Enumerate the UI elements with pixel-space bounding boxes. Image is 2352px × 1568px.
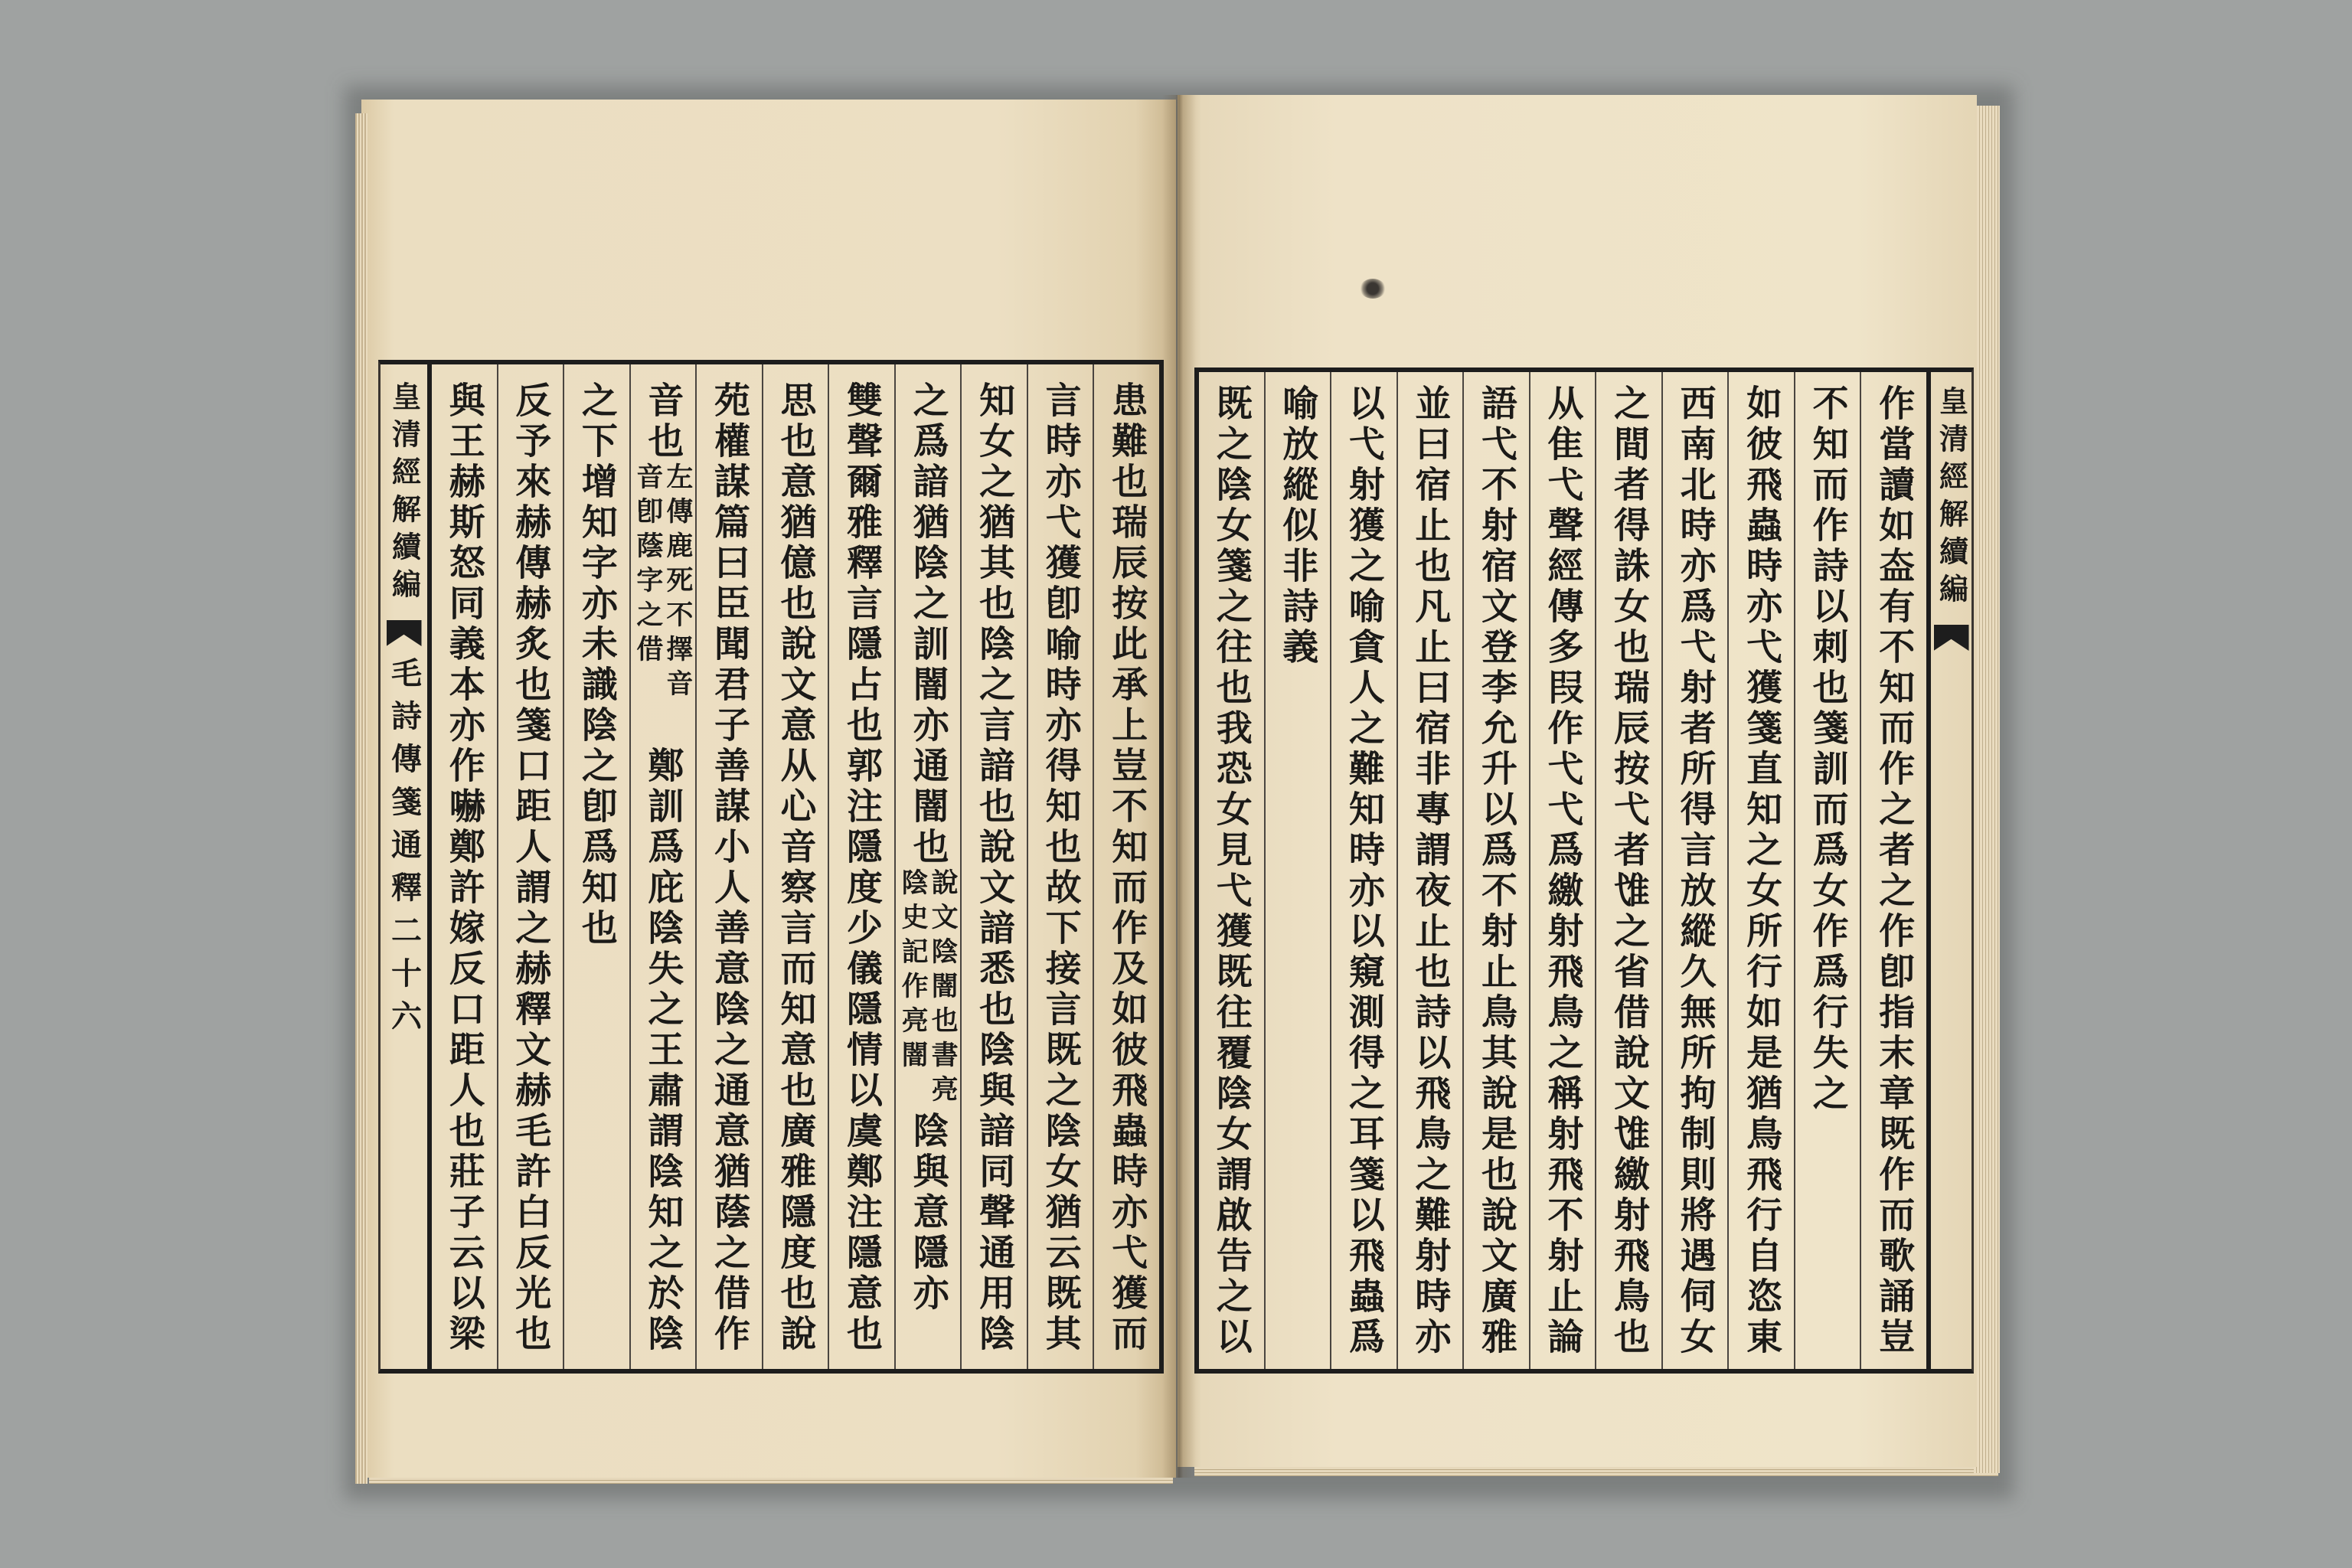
text-column bbox=[1398, 372, 1465, 1369]
column-text: 並曰宿止也凡止曰宿非專謂夜止也詩以飛鳥之難射時亦 bbox=[1409, 384, 1452, 1358]
fishtail-mark-icon bbox=[1934, 625, 1969, 651]
text-column bbox=[1464, 372, 1530, 1369]
column-text: 之爲諳猶陰之訓闇亦通闇也 bbox=[906, 381, 949, 868]
column-text: 从隹弋聲經傳多叚作弋弋爲繳射飛鳥之稱射飛不射止論 bbox=[1541, 384, 1584, 1358]
text-column bbox=[1199, 372, 1266, 1369]
column-text: 西南北時亦爲弋射者所得言放縱久無所拘制則將遇伺女 bbox=[1674, 384, 1717, 1358]
text-column bbox=[1530, 372, 1597, 1369]
series-title: 皇清經解續編 bbox=[1934, 386, 1969, 611]
column-text-continued: 鄭訓爲庇陰失之王肅謂陰知之於陰 bbox=[642, 746, 684, 1355]
column-text: 喻放縱似非詩義 bbox=[1276, 384, 1319, 668]
text-column bbox=[962, 364, 1028, 1369]
column-text: 言時亦弋獲卽喻時亦得知也故下接言既之陰女猶云既其 bbox=[1039, 381, 1082, 1355]
column-text: 知女之猶其也陰之言諳也說文諳悉也陰與諳同聲通用陰 bbox=[973, 381, 1016, 1355]
column-text: 反予來赫傳赫炙也箋口距人謂之赫釋文赫毛許白反光也 bbox=[509, 381, 552, 1355]
column-text: 以弋射獲之喻貪人之難知時亦以窺測得之耳箋以飛蟲爲 bbox=[1342, 384, 1385, 1358]
column-text: 作當讀如盇有不知而作之者之作卽指末章既作而歌誦豈 bbox=[1873, 384, 1916, 1358]
text-column bbox=[1663, 372, 1730, 1369]
text-column bbox=[1331, 372, 1398, 1369]
column-text: 苑權謀篇曰臣聞君子善謀小人善意陰之通意猶蔭之借作 bbox=[707, 381, 750, 1355]
right-text-frame bbox=[1194, 368, 1931, 1374]
text-column bbox=[1094, 364, 1159, 1369]
volume-title: 毛詩傳箋通釋二十六 bbox=[386, 657, 423, 1043]
text-column bbox=[763, 364, 830, 1369]
column-text: 音也 bbox=[642, 381, 684, 462]
text-column bbox=[498, 364, 565, 1369]
text-column bbox=[1729, 372, 1795, 1369]
page-edges-right bbox=[1974, 106, 2000, 1473]
fishtail-mark-icon bbox=[387, 620, 422, 646]
text-column bbox=[631, 364, 697, 1369]
column-text-continued: 陰與意隱亦 bbox=[906, 1112, 949, 1315]
text-column bbox=[1795, 372, 1862, 1369]
text-column bbox=[564, 364, 631, 1369]
note-left-line: 陰史記作亮闇 bbox=[897, 868, 929, 1075]
column-text: 雙聲爾雅釋言隱占也郭注隱度少儀隱情以虞鄭注隱意也 bbox=[841, 381, 884, 1355]
left-text-frame bbox=[427, 360, 1164, 1374]
text-column bbox=[896, 364, 962, 1369]
column-text: 思也意猶億也說文意从心音察言而知意也廣雅隱度也說 bbox=[774, 381, 817, 1355]
series-title: 皇清經解續編 bbox=[387, 381, 422, 606]
page-edges-left bbox=[355, 113, 368, 1484]
left-banxin-column bbox=[378, 360, 427, 1374]
column-text: 如彼飛蟲時亦弋獲箋直知之女所行如是猶鳥飛行自恣東 bbox=[1740, 384, 1783, 1358]
note-right-line: 說文陰闇也書亮 bbox=[927, 868, 959, 1109]
column-text: 不知而作詩以刺也箋訓而爲女作爲行失之 bbox=[1806, 384, 1849, 1115]
note-left-line: 音卽蔭字之借 bbox=[632, 462, 664, 669]
right-banxin-column bbox=[1931, 368, 1974, 1374]
book-gutter bbox=[1162, 95, 1196, 1478]
text-column bbox=[1266, 372, 1332, 1369]
interlinear-note bbox=[632, 462, 694, 746]
text-column bbox=[697, 364, 763, 1369]
left-text-columns bbox=[432, 364, 1159, 1369]
text-column bbox=[1861, 372, 1926, 1369]
ink-stain bbox=[1360, 279, 1386, 299]
text-column bbox=[829, 364, 896, 1369]
text-column bbox=[1596, 372, 1663, 1369]
column-text: 患難也瑞辰按此承上豈不知而作及如彼飛蟲時亦弋獲而 bbox=[1106, 381, 1148, 1355]
column-text: 之下增知字亦未識陰之卽爲知也 bbox=[575, 381, 618, 949]
column-text: 既之陰女箋之往也我恐女見弋獲既往覆陰女謂啟告之以 bbox=[1210, 384, 1253, 1358]
right-text-columns bbox=[1199, 372, 1926, 1369]
column-text: 語弋不射宿文登李允升以爲不射止鳥其說是也說文廣雅 bbox=[1475, 384, 1517, 1358]
column-text: 之間者得誅女也瑞辰按弋者隿之省借說文隿繳射飛鳥也 bbox=[1608, 384, 1651, 1358]
text-column bbox=[432, 364, 498, 1369]
text-column bbox=[1028, 364, 1095, 1369]
column-text: 與王赫斯怒同義本亦作嚇鄭許嫁反口距人也莊子云以梁 bbox=[443, 381, 485, 1355]
interlinear-note bbox=[897, 868, 959, 1112]
note-right-line: 左傳鹿死不擇音 bbox=[662, 462, 694, 704]
